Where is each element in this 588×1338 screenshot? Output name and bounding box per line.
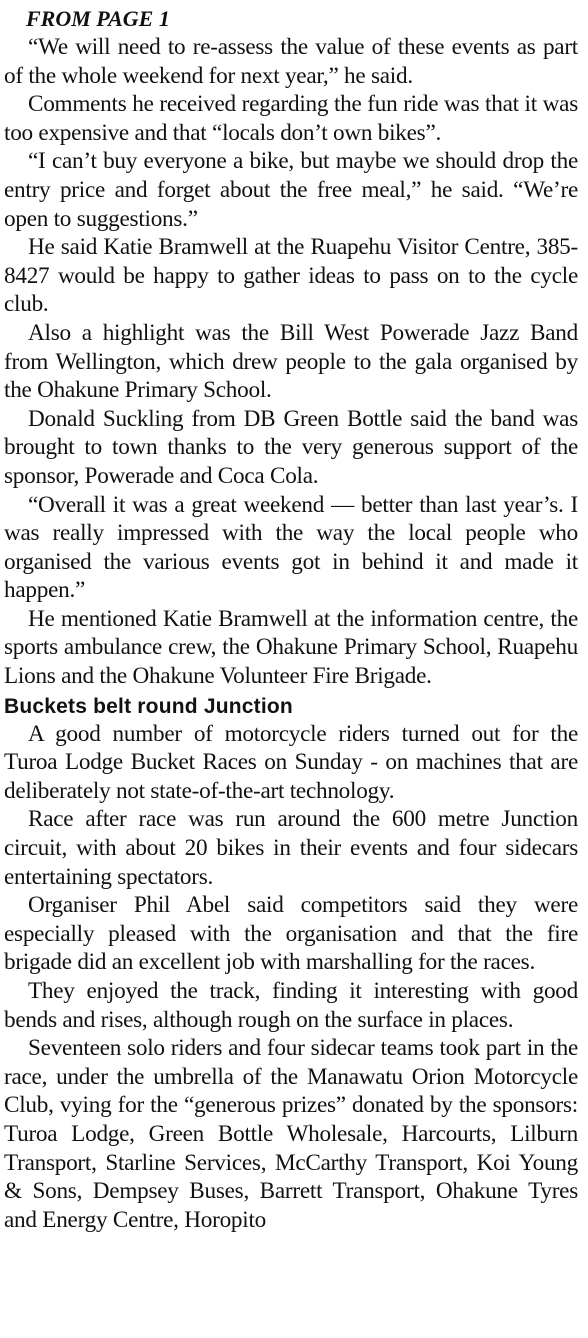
article-paragraph: A good number of motorcycle riders turned out for the Turoa Lodge Bucket Races on Sunday - on machines that are deliberately not state-of-the-art technology. [4,720,578,804]
article-paragraph: “We will need to re-assess the value of these events as part of the whole weekend for next year,” he said. [4,34,578,89]
article-paragraph: They enjoyed the track, finding it interesting with good bends and rises, although rough on the surface in places. [4,978,578,1033]
article-paragraph: Comments he received regarding the fun ride was that it was too expensive and that “locals don’t own bikes”. [4,91,578,146]
article-paragraph: Donald Suckling from DB Green Bottle said the band was brought to town thanks to the very generous support of the sponsor, Powerade and Coca Cola. [4,405,578,489]
newspaper-column [4,6,578,1234]
article-headline: Buckets belt round Junction [4,694,293,718]
article-paragraph: Seventeen solo riders and four sidecar teams took part in the race, under the umbrella of the Manawatu Orion Motorcycle Club, vying for the “generous prizes” donated by the sponsors: Turoa Lodge, Green Bottle Wholesale, Harcourts, Lilburn Transport, Starline Services, McCarthy Transport, Koi Young & Sons, Dempsey Buses, Barrett Transport, Ohakune Tyres and Energy Centre, Horopito [4,1035,578,1233]
article-paragraph: He said Katie Bramwell at the Ruapehu Visitor Centre, 385-8427 would be happy to gather ideas to pass on to the cycle club. [4,234,578,318]
article-paragraph: “I can’t buy everyone a bike, but maybe we should drop the entry price and forget about the free meal,” he said. “We’re open to suggestions.” [4,148,578,232]
article-paragraph: “Overall it was a great weekend — better than last year’s. I was really impressed with the way the local people who organised the various events got in behind it and made it happen.” [4,491,578,604]
article-paragraph: Also a highlight was the Bill West Powerade Jazz Band from Wellington, which drew people to the gala organised by the Ohakune Primary School. [4,319,578,404]
article-paragraph: He mentioned Katie Bramwell at the information centre, the sports ambulance crew, the Ohakune Primary School, Ruapehu Lions and the Ohakune Volunteer Fire Brigade. [4,605,578,690]
article-paragraph: Race after race was run around the 600 metre Junction circuit, with about 20 bikes in their events and four sidecars entertaining spectators. [4,806,578,890]
continued-from-label: FROM PAGE 1 [26,6,170,31]
article-paragraph: Organiser Phil Abel said competitors said they were especially pleased with the organisation and that the fire brigade did an excellent job with marshalling for the races. [4,892,578,976]
